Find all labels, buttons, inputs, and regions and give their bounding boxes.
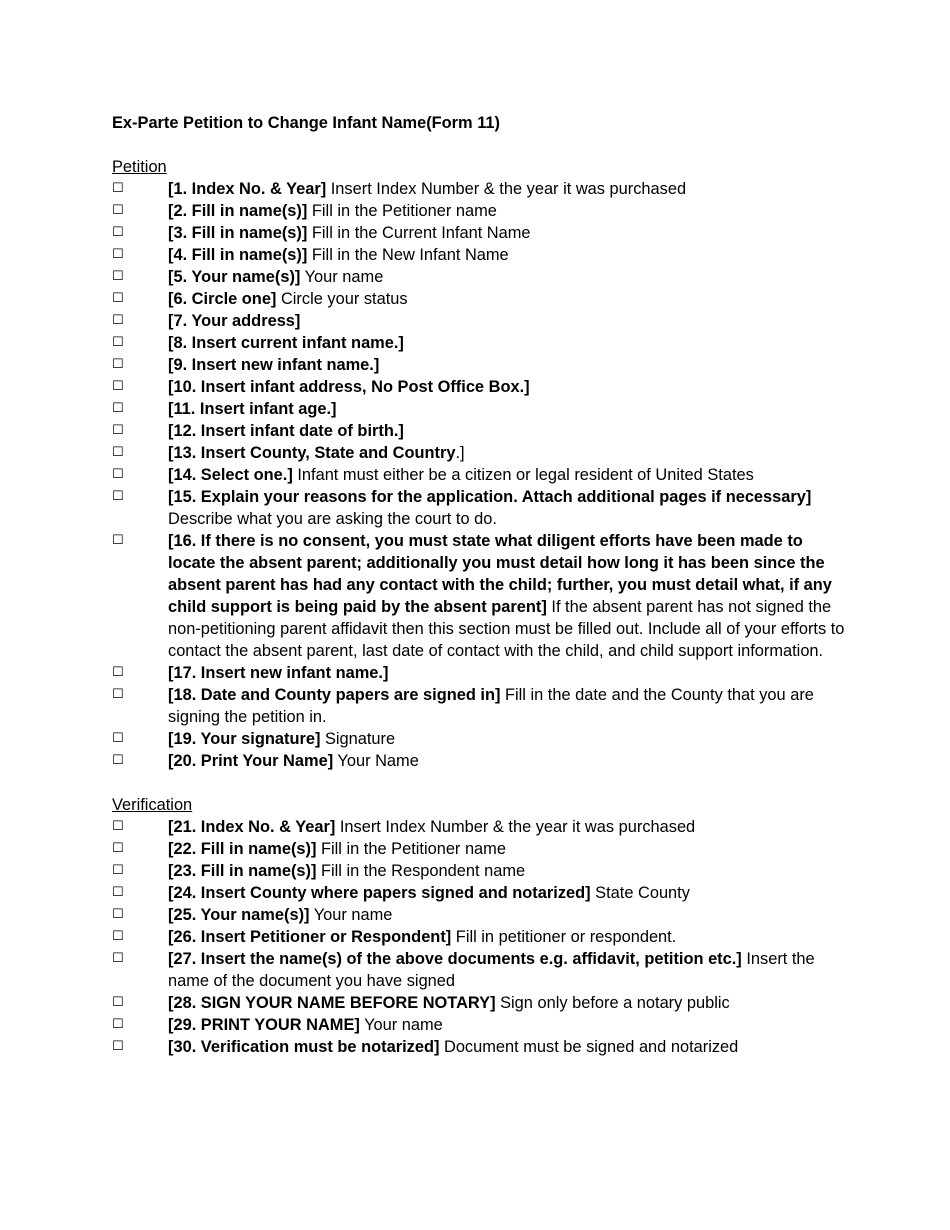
item-description: State County bbox=[590, 884, 690, 902]
item-label: [11. Insert infant age.] bbox=[168, 400, 337, 418]
item-description: Describe what you are asking the court to do. bbox=[168, 510, 497, 528]
checklist-item bbox=[112, 266, 850, 288]
checkbox-icon[interactable]: ☐ bbox=[112, 467, 124, 482]
item-label: [9. Insert new infant name.] bbox=[168, 356, 380, 374]
checklist-item bbox=[112, 398, 850, 420]
item-label: [16. If there is no consent, you must state what diligent efforts have been made to locate the absent parent; additionally you must detail how long it has been since the absent parent has had any contact with the child; further, you must detail what, if any child support is being paid by the absent parent] bbox=[168, 532, 832, 616]
item-text bbox=[168, 222, 850, 244]
item-description: Infant must either be a citizen or legal resident of United States bbox=[292, 466, 754, 484]
checkbox-icon[interactable]: ☐ bbox=[112, 1017, 124, 1032]
checkbox-icon[interactable]: ☐ bbox=[112, 225, 124, 240]
checkbox-icon[interactable]: ☐ bbox=[112, 841, 124, 856]
item-description: If the absent parent has not signed the non-petitioning parent affidavit then this section must be filled out. Include all of your efforts to contact the absent parent, last date of contact with the child, and child support information. bbox=[168, 598, 845, 660]
checkbox-icon[interactable]: ☐ bbox=[112, 1039, 124, 1054]
item-text bbox=[168, 684, 850, 728]
checklist-item bbox=[112, 992, 850, 1014]
item-description: Fill in the Petitioner name bbox=[316, 840, 506, 858]
checkbox-icon[interactable]: ☐ bbox=[112, 181, 124, 196]
item-label: [14. Select one.] bbox=[168, 466, 293, 484]
checkbox-icon[interactable]: ☐ bbox=[112, 445, 124, 460]
section-heading-verification: Verification bbox=[112, 796, 193, 814]
item-description: Fill in the Respondent name bbox=[316, 862, 526, 880]
checklist-item bbox=[112, 486, 850, 530]
checklist-item bbox=[112, 288, 850, 310]
checkbox-icon[interactable]: ☐ bbox=[112, 291, 124, 306]
item-label: [1. Index No. & Year] bbox=[168, 180, 327, 198]
item-text bbox=[168, 354, 850, 376]
checkbox-icon[interactable]: ☐ bbox=[112, 335, 124, 350]
checklist-item bbox=[112, 464, 850, 486]
checklist-item bbox=[112, 310, 850, 332]
item-text bbox=[168, 838, 850, 860]
item-text bbox=[168, 1036, 850, 1058]
item-description: Your Name bbox=[333, 752, 419, 770]
checklist-item bbox=[112, 904, 850, 926]
item-text bbox=[168, 860, 850, 882]
document-page bbox=[112, 112, 850, 1058]
item-label: [6. Circle one] bbox=[168, 290, 277, 308]
checklist-item bbox=[112, 926, 850, 948]
item-description: Fill in the Petitioner name bbox=[307, 202, 497, 220]
item-label: [21. Index No. & Year] bbox=[168, 818, 336, 836]
checklist-item bbox=[112, 1014, 850, 1036]
item-text bbox=[168, 750, 850, 772]
item-description: .] bbox=[455, 444, 465, 462]
item-description: Fill in petitioner or respondent. bbox=[451, 928, 677, 946]
checkbox-icon[interactable]: ☐ bbox=[112, 995, 124, 1010]
checklist-item bbox=[112, 838, 850, 860]
item-label: [5. Your name(s)] bbox=[168, 268, 301, 286]
checkbox-icon[interactable]: ☐ bbox=[112, 687, 124, 702]
checklist-item bbox=[112, 860, 850, 882]
item-description: Insert the name of the document you have signed bbox=[168, 950, 815, 990]
checklist-item bbox=[112, 1036, 850, 1058]
item-description: Sign only before a notary public bbox=[495, 994, 730, 1012]
checklist-item bbox=[112, 882, 850, 904]
item-description: Fill in the New Infant Name bbox=[307, 246, 509, 264]
item-label: [7. Your address] bbox=[168, 312, 301, 330]
item-label: [25. Your name(s)] bbox=[168, 906, 310, 924]
item-description: Insert Index Number & the year it was purchased bbox=[326, 180, 687, 198]
item-label: [8. Insert current infant name.] bbox=[168, 334, 404, 352]
item-label: [24. Insert County where papers signed and notarized] bbox=[168, 884, 591, 902]
item-description: Your name bbox=[300, 268, 384, 286]
checklist-item bbox=[112, 420, 850, 442]
item-text bbox=[168, 728, 850, 750]
item-label: [19. Your signature] bbox=[168, 730, 321, 748]
checkbox-icon[interactable]: ☐ bbox=[112, 665, 124, 680]
item-label: [28. SIGN YOUR NAME BEFORE NOTARY] bbox=[168, 994, 496, 1012]
item-label: [26. Insert Petitioner or Respondent] bbox=[168, 928, 452, 946]
item-label: [27. Insert the name(s) of the above documents e.g. affidavit, petition etc.] bbox=[168, 950, 742, 968]
verification-checklist bbox=[112, 816, 850, 1058]
checkbox-icon[interactable]: ☐ bbox=[112, 489, 124, 504]
item-text bbox=[168, 464, 850, 486]
item-text bbox=[168, 816, 850, 838]
checkbox-icon[interactable]: ☐ bbox=[112, 313, 124, 328]
checklist-item bbox=[112, 354, 850, 376]
item-text bbox=[168, 178, 850, 200]
item-text bbox=[168, 244, 850, 266]
item-text bbox=[168, 948, 850, 992]
checklist-item bbox=[112, 376, 850, 398]
checklist-item bbox=[112, 200, 850, 222]
item-description: Your name bbox=[359, 1016, 443, 1034]
checkbox-icon[interactable]: ☐ bbox=[112, 819, 124, 834]
section-petition bbox=[112, 156, 850, 772]
item-label: [2. Fill in name(s)] bbox=[168, 202, 308, 220]
checklist-item bbox=[112, 662, 850, 684]
checkbox-icon[interactable]: ☐ bbox=[112, 401, 124, 416]
item-description: Insert Index Number & the year it was purchased bbox=[335, 818, 696, 836]
item-label: [22. Fill in name(s)] bbox=[168, 840, 317, 858]
checkbox-icon[interactable]: ☐ bbox=[112, 929, 124, 944]
checklist-item bbox=[112, 948, 850, 992]
item-text bbox=[168, 992, 850, 1014]
item-label: [17. Insert new infant name.] bbox=[168, 664, 389, 682]
item-text bbox=[168, 288, 850, 310]
item-label: [23. Fill in name(s)] bbox=[168, 862, 317, 880]
item-text bbox=[168, 266, 850, 288]
checkbox-icon[interactable]: ☐ bbox=[112, 907, 124, 922]
item-label: [3. Fill in name(s)] bbox=[168, 224, 308, 242]
item-text bbox=[168, 904, 850, 926]
item-label: [18. Date and County papers are signed in] bbox=[168, 686, 501, 704]
checkbox-icon[interactable]: ☐ bbox=[112, 753, 124, 768]
checklist-item bbox=[112, 442, 850, 464]
checkbox-icon[interactable]: ☐ bbox=[112, 863, 124, 878]
item-text bbox=[168, 420, 850, 442]
item-text bbox=[168, 530, 850, 662]
item-description: Your name bbox=[309, 906, 393, 924]
checklist-item bbox=[112, 244, 850, 266]
checklist-item bbox=[112, 816, 850, 838]
item-text bbox=[168, 486, 850, 530]
item-text bbox=[168, 442, 850, 464]
item-text bbox=[168, 926, 850, 948]
item-label: [10. Insert infant address, No Post Office Box.] bbox=[168, 378, 530, 396]
checklist-item bbox=[112, 750, 850, 772]
item-label: [4. Fill in name(s)] bbox=[168, 246, 308, 264]
item-text bbox=[168, 200, 850, 222]
checkbox-icon[interactable]: ☐ bbox=[112, 885, 124, 900]
item-text bbox=[168, 882, 850, 904]
item-text bbox=[168, 662, 850, 684]
document-title: Ex-Parte Petition to Change Infant Name(Form 11) bbox=[112, 114, 500, 132]
item-description: Document must be signed and notarized bbox=[439, 1038, 739, 1056]
item-description: Circle your status bbox=[276, 290, 408, 308]
checkbox-icon[interactable]: ☐ bbox=[112, 423, 124, 438]
checkbox-icon[interactable]: ☐ bbox=[112, 247, 124, 262]
checkbox-icon[interactable]: ☐ bbox=[112, 533, 124, 548]
checklist-item bbox=[112, 332, 850, 354]
section-verification bbox=[112, 794, 850, 1058]
item-text bbox=[168, 1014, 850, 1036]
item-label: [29. PRINT YOUR NAME] bbox=[168, 1016, 360, 1034]
checklist-item bbox=[112, 684, 850, 728]
item-label: [15. Explain your reasons for the application. Attach additional pages if necessary] bbox=[168, 488, 812, 506]
checkbox-icon[interactable]: ☐ bbox=[112, 951, 124, 966]
item-description: Signature bbox=[320, 730, 396, 748]
checklist-item bbox=[112, 728, 850, 750]
section-heading-petition: Petition bbox=[112, 158, 167, 176]
item-text bbox=[168, 398, 850, 420]
item-description: Fill in the date and the County that you are signing the petition in. bbox=[168, 686, 814, 726]
checklist-item bbox=[112, 222, 850, 244]
checkbox-icon[interactable]: ☐ bbox=[112, 269, 124, 284]
item-text bbox=[168, 332, 850, 354]
item-label: [20. Print Your Name] bbox=[168, 752, 334, 770]
checkbox-icon[interactable]: ☐ bbox=[112, 357, 124, 372]
item-label: [30. Verification must be notarized] bbox=[168, 1038, 440, 1056]
checklist-item bbox=[112, 530, 850, 662]
checkbox-icon[interactable]: ☐ bbox=[112, 203, 124, 218]
item-text bbox=[168, 310, 850, 332]
checkbox-icon[interactable]: ☐ bbox=[112, 731, 124, 746]
item-text bbox=[168, 376, 850, 398]
checkbox-icon[interactable]: ☐ bbox=[112, 379, 124, 394]
item-label: [12. Insert infant date of birth.] bbox=[168, 422, 404, 440]
item-description: Fill in the Current Infant Name bbox=[307, 224, 531, 242]
item-label: [13. Insert County, State and Country bbox=[168, 444, 456, 462]
petition-checklist bbox=[112, 178, 850, 772]
checklist-item bbox=[112, 178, 850, 200]
